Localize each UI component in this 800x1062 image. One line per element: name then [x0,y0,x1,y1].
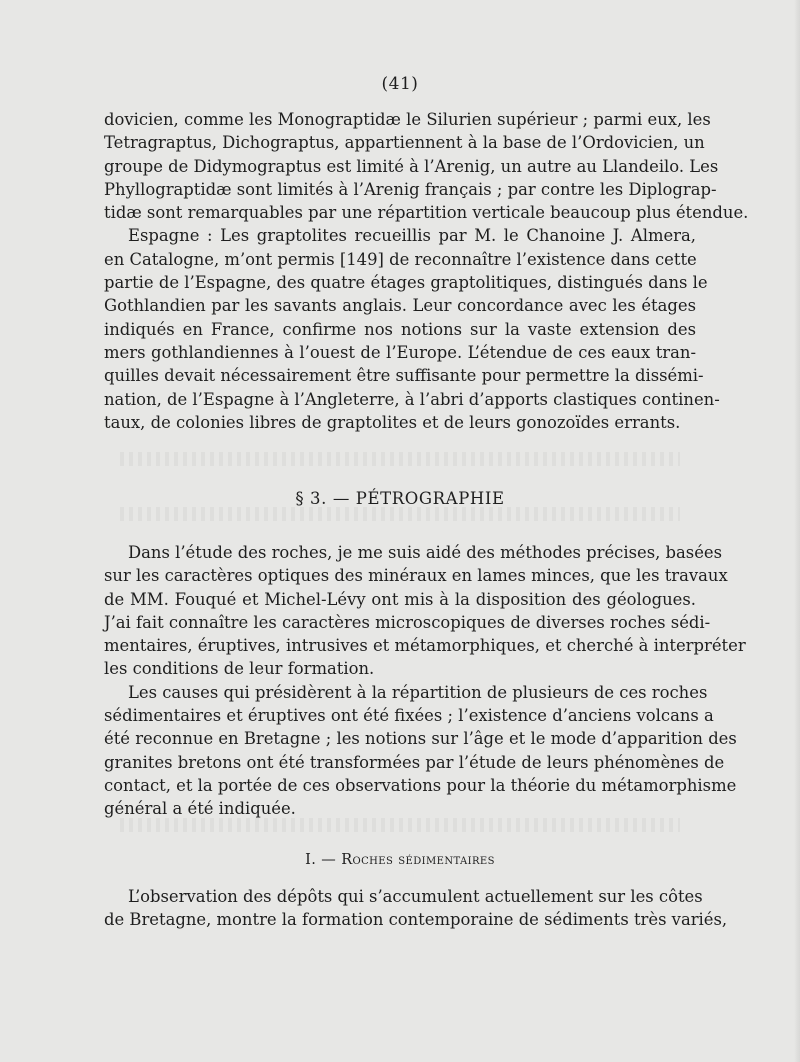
text-line: granites bretons ont été transformées par l’étude de leurs phénomènes de [104,752,725,772]
show-through-artifact [120,452,680,466]
text-line: nation, de l’Espagne à l’Angleterre, à l’abri d’apports clastiques continen- [104,389,720,409]
text-line: partie de l’Espagne, des quatre étages graptolitiques, distingués dans le [104,273,708,293]
text-line: de Bretagne, montre la formation contemporaine de sédiments très variés, [104,910,728,930]
show-through-artifact [120,507,680,521]
text-line: taux, de colonies libres de graptolites et de leurs gonozoïdes errants. [104,412,681,432]
text-line: Dans l’étude des roches, je me suis aidé des méthodes précises, basées [128,543,723,562]
text-line: indiqués en France, confirme nos notions sur la vaste extension des [104,319,696,339]
text-line: de MM. Fouqué et Michel-Lévy ont mis à la disposition des géologues. [104,589,696,609]
text-line: tidæ sont remarquables par une répartition verticale beaucoup plus étendue. [104,203,749,223]
text-line: Les causes qui présidèrent à la répartition de plusieurs de ces roches [128,682,708,702]
text-line: Phyllograptidæ sont limités à l’Arenig français ; par contre les Diplograp- [104,179,717,199]
text-line: mentaires, éruptives, intrusives et métamorphiques, et cherché à interpréter [104,636,746,656]
text-line: contact, et la portée de ces observations pour la théorie du métamorphisme [104,775,737,795]
text-line: Gothlandien par les savants anglais. Leur concordance avec les étages [104,296,696,316]
text-line: en Catalogne, m’ont permis [149] de reconnaître l’existence dans cette [104,249,697,269]
text-line: été reconnue en Bretagne ; les notions sur l’âge et le mode d’apparition des [104,729,737,749]
paragraph-block-graptolites [104,108,749,434]
section-heading: § 3. — PÉTROGRAPHIE [295,489,505,508]
text-line: général a été indiquée. [104,799,296,819]
text-line: sur les caractères optiques des minéraux en lames minces, que les travaux [104,566,728,586]
text-line: dovicien, comme les Monograptidæ le Silurien supérieur ; parmi eux, les [104,110,711,129]
text-line: groupe de Didymograptus est limité à l’Arenig, un autre au Llandeilo. Les [104,156,719,176]
paragraph-block-petrographie [104,541,746,821]
text-line: quilles devait nécessairement être suffisante pour permettre la dissémi- [104,366,704,386]
text-line: mers gothlandiennes à l’ouest de l’Europe. L’étendue de ces eaux tran- [104,342,696,362]
paragraph-block-roches-sedimentaires [104,885,728,932]
text-line: les conditions de leur formation. [104,659,375,679]
page-number: (41) [381,74,419,94]
text-line: L’observation des dépôts qui s’accumulent actuellement sur les côtes [128,887,703,906]
text-line: sédimentaires et éruptives ont été fixées ; l’existence d’anciens volcans a [104,706,714,726]
subsection-heading: I. — Roches sédimentaires [305,852,495,868]
text-line: J’ai fait connaître les caractères microscopiques de diverses roches sédi- [104,612,711,632]
text-line: Tetragraptus, Dichograptus, appartiennent à la base de l’Ordovicien, un [104,133,705,153]
text-line: Espagne : Les graptolites recueillis par M. le Chanoine J. Almera, [128,226,696,246]
